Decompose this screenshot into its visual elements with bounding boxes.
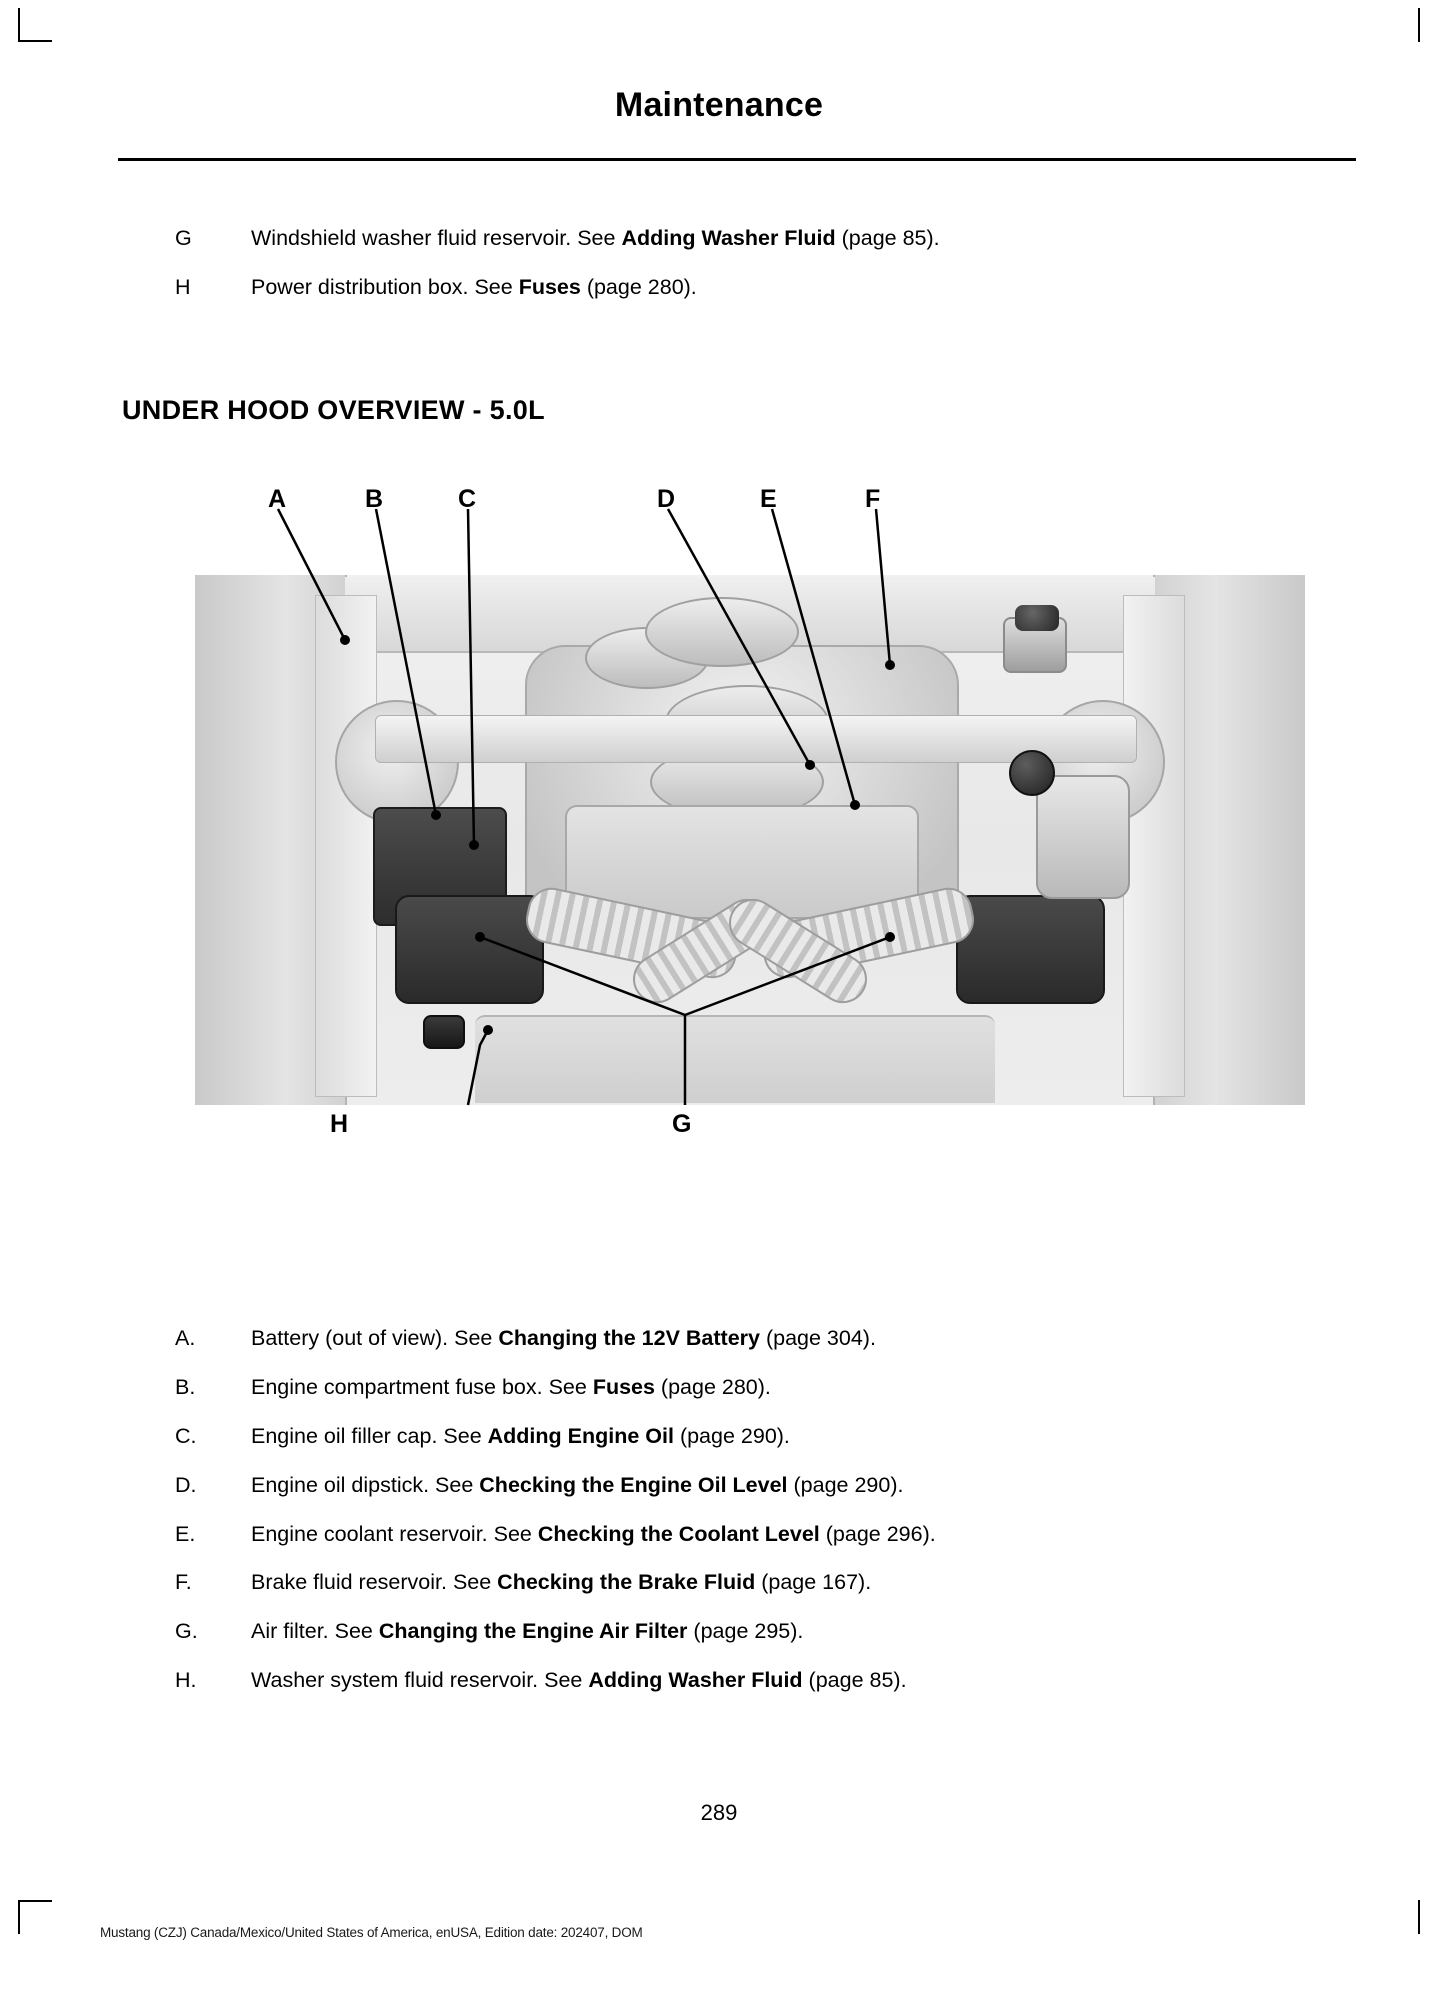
legend-text	[251, 1569, 1335, 1596]
legend-text-post: (page 167).	[755, 1570, 872, 1595]
list-item	[175, 1618, 1335, 1645]
legend-text	[251, 1667, 1335, 1694]
callout-label-a: A	[268, 485, 287, 513]
continued-legend-list	[175, 225, 1325, 323]
legend-letter: C.	[175, 1423, 197, 1448]
brake-fluid-reservoir-cap	[1015, 605, 1059, 631]
legend-text-pre: Power distribution box. See	[251, 274, 519, 299]
legend-text-pre: Windshield washer fluid reservoir. See	[251, 226, 622, 250]
header-divider	[118, 158, 1356, 161]
list-item	[175, 225, 1325, 252]
lower-radiator-panel	[475, 1015, 995, 1103]
list-item	[175, 1472, 1335, 1499]
legend-text	[251, 274, 1325, 301]
legend-text-post: (page 290).	[787, 1472, 904, 1497]
callout-label-h: H	[330, 1110, 349, 1138]
legend-text-bold: Fuses	[518, 274, 581, 299]
legend-text-bold: Fuses	[592, 1374, 655, 1399]
list-item	[175, 1569, 1335, 1596]
legend-letter: G.	[175, 1619, 198, 1644]
right-frame-rail	[1123, 595, 1185, 1097]
page-title: Maintenance	[614, 86, 824, 124]
legend-text-bold: Checking the Coolant Level	[537, 1521, 820, 1546]
legend-text-post: (page 85).	[835, 226, 940, 250]
legend-text-post: (page 280).	[580, 274, 697, 299]
engine-bay-photo	[195, 575, 1305, 1105]
intake-runner	[645, 597, 799, 667]
callout-label-c: C	[458, 485, 477, 513]
left-frame-rail	[315, 595, 377, 1097]
legend-text-bold: Adding Engine Oil	[487, 1423, 674, 1448]
list-item	[175, 1374, 1335, 1401]
section-heading: UNDER HOOD OVERVIEW - 5.0L	[122, 395, 545, 425]
legend-text-bold: Checking the Engine Oil Level	[479, 1472, 788, 1497]
coolant-reservoir	[1036, 775, 1130, 899]
legend-text-post: (page 296).	[819, 1521, 936, 1546]
callout-label-e: E	[760, 485, 777, 513]
legend-letter: E.	[175, 1521, 196, 1546]
list-item	[175, 1325, 1335, 1352]
legend-letter: B.	[175, 1374, 196, 1399]
legend-text-bold: Changing the 12V Battery	[498, 1326, 760, 1350]
callout-label-b: B	[365, 485, 384, 513]
list-item	[175, 1423, 1335, 1450]
legend-text-pre: Battery (out of view). See	[251, 1326, 499, 1350]
callout-label-f: F	[865, 485, 881, 513]
legend-text-pre: Engine coolant reservoir. See	[251, 1521, 538, 1546]
legend-text-post: (page 304).	[760, 1326, 876, 1350]
legend-letter: H	[175, 274, 191, 299]
under-hood-overview-figure	[190, 485, 1310, 1245]
washer-fluid-reservoir-cap	[423, 1015, 465, 1049]
legend-text-bold: Adding Washer Fluid	[621, 226, 836, 250]
legend-text-pre: Air filter. See	[251, 1619, 379, 1644]
legend-text	[251, 225, 1325, 252]
legend-text-post: (page 85).	[802, 1668, 907, 1693]
legend-text-pre: Engine oil dipstick. See	[251, 1472, 480, 1497]
legend-text-post: (page 295).	[687, 1619, 804, 1644]
left-air-filter-box	[395, 895, 544, 1004]
legend-text-pre: Brake fluid reservoir. See	[251, 1570, 498, 1595]
right-air-filter-box	[956, 895, 1105, 1004]
legend-text	[251, 1618, 1335, 1645]
legend-list	[175, 1325, 1335, 1716]
list-item	[175, 274, 1325, 301]
legend-text-pre: Washer system fluid reservoir. See	[251, 1668, 589, 1693]
legend-text	[251, 1325, 1335, 1352]
coolant-reservoir-cap	[1009, 750, 1055, 796]
legend-text-post: (page 280).	[654, 1374, 771, 1399]
legend-letter: F.	[175, 1570, 192, 1595]
legend-letter: A.	[175, 1326, 196, 1350]
legend-text-bold: Changing the Engine Air Filter	[378, 1619, 688, 1644]
legend-text-post: (page 290).	[673, 1423, 790, 1448]
legend-text	[251, 1472, 1335, 1499]
list-item	[175, 1667, 1335, 1694]
page-number: 289	[700, 1800, 738, 1825]
legend-text	[251, 1521, 1335, 1548]
callout-label-g: G	[672, 1110, 692, 1138]
legend-letter: H.	[175, 1668, 197, 1693]
callout-label-d: D	[657, 485, 676, 513]
legend-letter: G	[175, 226, 192, 250]
legend-text-bold: Adding Washer Fluid	[588, 1668, 803, 1693]
legend-text-pre: Engine oil filler cap. See	[251, 1423, 488, 1448]
list-item	[175, 1521, 1335, 1548]
legend-text	[251, 1374, 1335, 1401]
legend-text	[251, 1423, 1335, 1450]
legend-text-pre: Engine compartment fuse box. See	[251, 1374, 593, 1399]
legend-letter: D.	[175, 1472, 197, 1497]
legend-text-bold: Checking the Brake Fluid	[497, 1570, 756, 1595]
document-footer: Mustang (CZJ) Canada/Mexico/United States of America, enUSA, Edition date: 202407, DOM	[100, 1925, 643, 1940]
